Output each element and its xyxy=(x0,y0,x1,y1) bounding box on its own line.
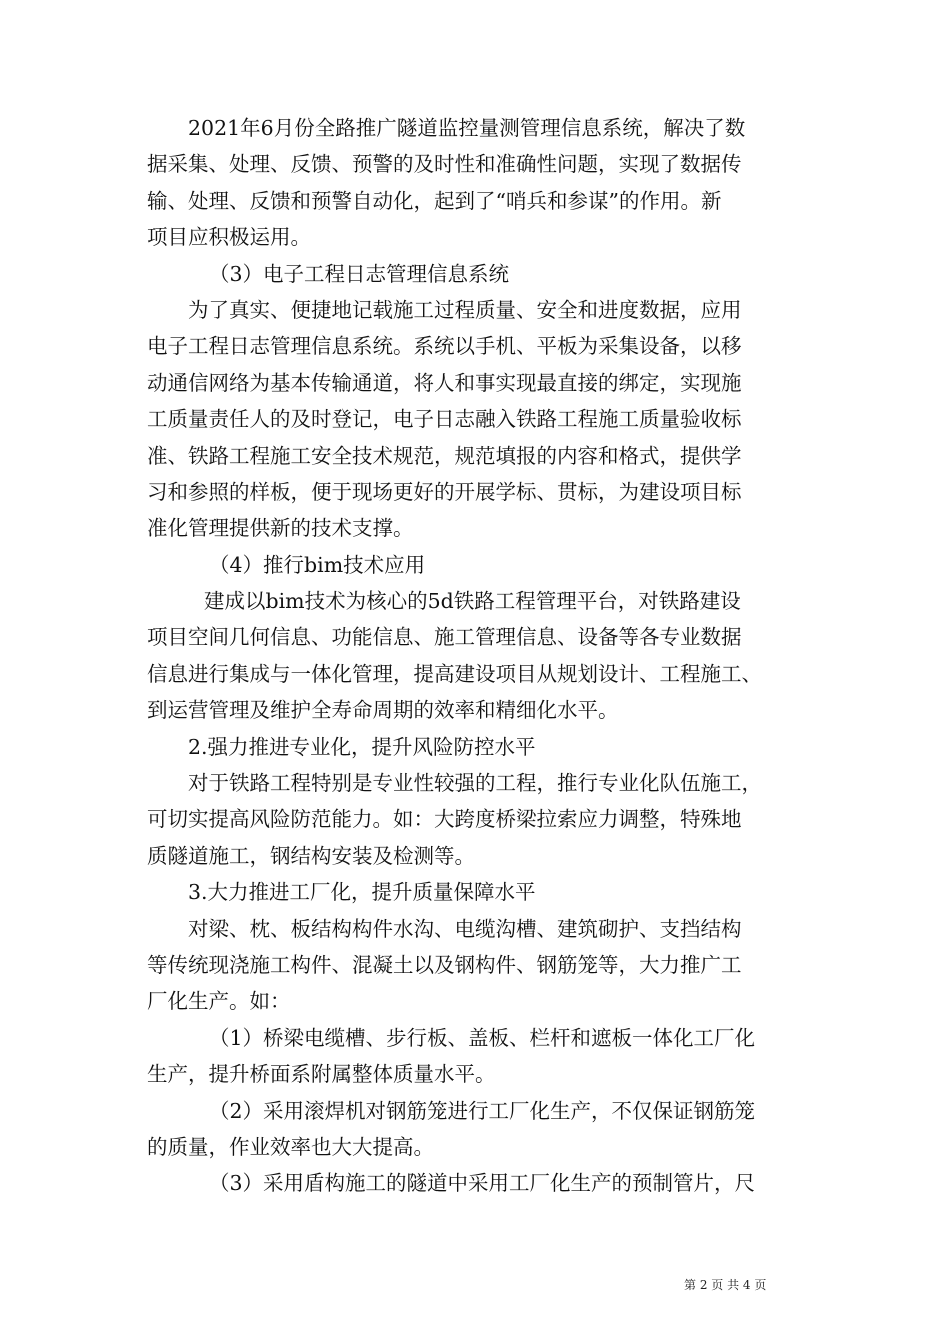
paragraph-line: 对梁、枕、板结构构件水沟、电缆沟槽、建筑砌护、支挡结构 xyxy=(188,916,742,941)
paragraph-line: 项目应积极运用。 xyxy=(147,225,311,250)
paragraph-line: 动通信网络为基本传输通道，将人和事实现最直接的绑定，实现施 xyxy=(147,370,742,395)
section-heading: （4）推行bim技术应用 xyxy=(209,552,426,577)
section-heading: 3.大力推进工厂化，提升质量保障水平 xyxy=(188,880,536,905)
page-number-footer: 第 2 页 共 4 页 xyxy=(684,1278,767,1292)
section-heading: （3）电子工程日志管理信息系统 xyxy=(209,261,510,286)
paragraph-line: 到运营管理及维护全寿命周期的效率和精细化水平。 xyxy=(147,698,619,723)
paragraph-line: 质隧道施工，钢结构安装及检测等。 xyxy=(147,843,475,868)
paragraph-line: 习和参照的样板，便于现场更好的开展学标、贯标，为建设项目标 xyxy=(147,479,742,504)
paragraph-line: 据采集、处理、反馈、预警的及时性和准确性问题，实现了数据传 xyxy=(147,152,742,177)
list-item-line: （3）采用盾构施工的隧道中采用工厂化生产的预制管片，尺 xyxy=(209,1171,756,1196)
paragraph-line: 准化管理提供新的技术支撑。 xyxy=(147,516,414,541)
paragraph-line: 准、铁路工程施工安全技术规范，规范填报的内容和格式，提供学 xyxy=(147,443,742,468)
paragraph-line: 工质量责任人的及时登记，电子日志融入铁路工程施工质量验收标 xyxy=(147,407,742,432)
paragraph-line: 为了真实、便捷地记载施工过程质量、安全和进度数据，应用 xyxy=(188,297,742,322)
document-body xyxy=(147,110,817,1202)
paragraph-line: 项目空间几何信息、功能信息、施工管理信息、设备等各专业数据 xyxy=(147,625,742,650)
paragraph-line: 输、处理、反馈和预警自动化，起到了“哨兵和参谋”的作用。新 xyxy=(147,188,722,213)
paragraph-line: 电子工程日志管理信息系统。系统以手机、平板为采集设备，以移 xyxy=(147,334,742,359)
paragraph-line: 对于铁路工程特别是专业性较强的工程，推行专业化队伍施工， xyxy=(188,771,762,796)
paragraph-line: 信息进行集成与一体化管理，提高建设项目从规划设计、工程施工、 xyxy=(147,661,762,686)
paragraph-line: 可切实提高风险防范能力。如：大跨度桥梁拉索应力调整，特殊地 xyxy=(147,807,742,832)
paragraph-line: 厂化生产。如： xyxy=(147,989,291,1014)
list-item-line: 的质量，作业效率也大大提高。 xyxy=(147,1134,434,1159)
paragraph-line: 建成以bim技术为核心的5d铁路工程管理平台，对铁路建设 xyxy=(204,589,741,614)
section-heading: 2.强力推进专业化，提升风险防控水平 xyxy=(188,734,536,759)
list-item-line: （1）桥梁电缆槽、步行板、盖板、栏杆和遮板一体化工厂化 xyxy=(209,1025,756,1050)
paragraph-line: 2021年6月份全路推广隧道监控量测管理信息系统，解决了数 xyxy=(188,116,746,140)
list-item-line: 生产，提升桥面系附属整体质量水平。 xyxy=(147,1062,496,1087)
paragraph-line: 等传统现浇施工构件、混凝土以及钢构件、钢筋笼等，大力推广工 xyxy=(147,952,742,977)
list-item-line: （2）采用滚焊机对钢筋笼进行工厂化生产，不仅保证钢筋笼 xyxy=(209,1098,756,1123)
